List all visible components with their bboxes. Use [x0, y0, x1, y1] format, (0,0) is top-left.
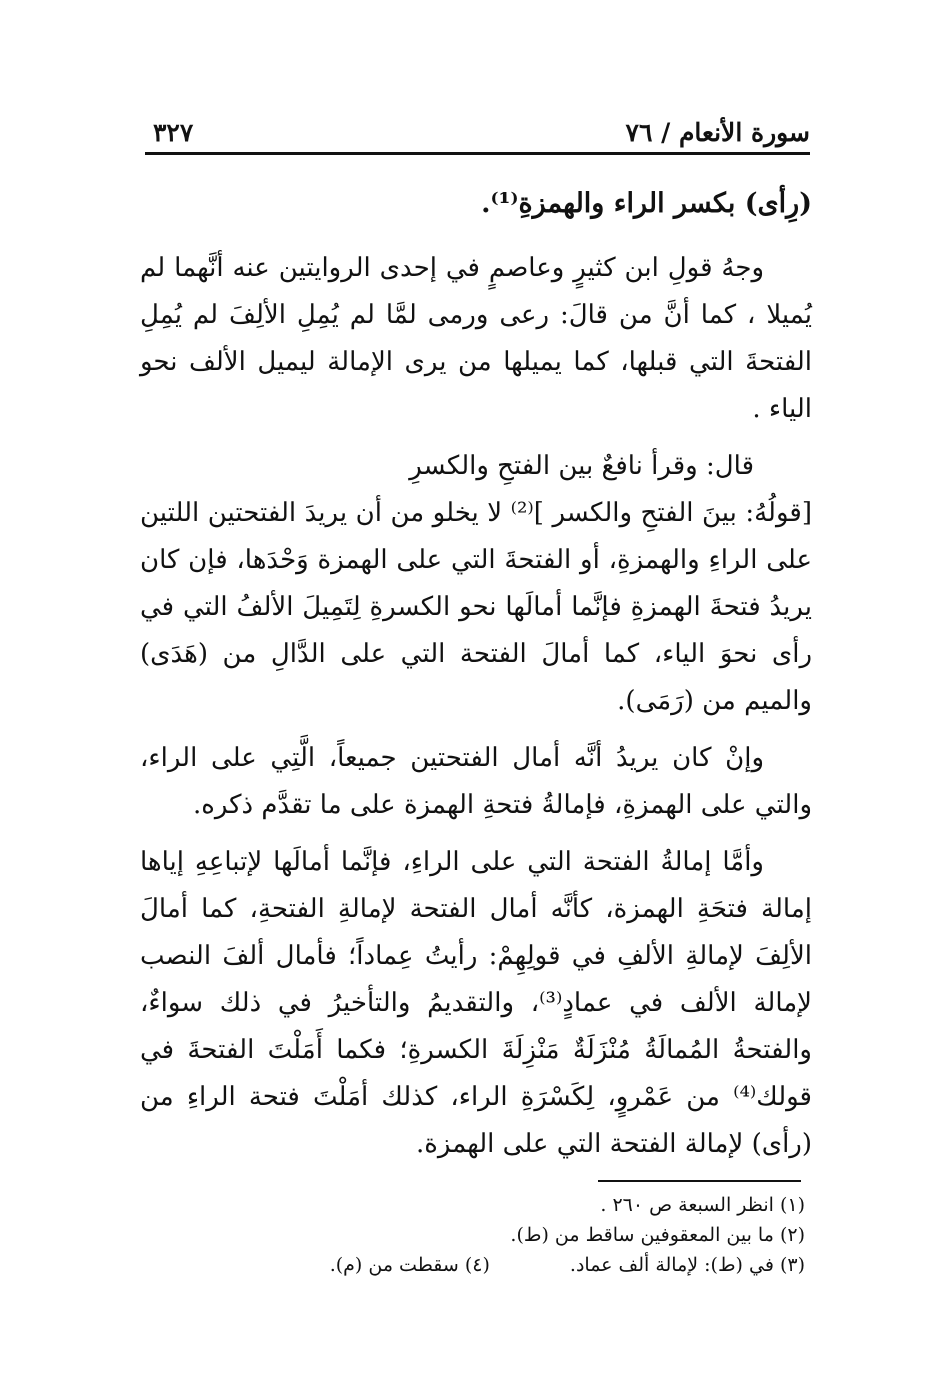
- footnote-line-3: [200, 1250, 805, 1280]
- footnote-rule: [598, 1180, 801, 1182]
- running-title: سورة الأنعام / ٧٦: [625, 118, 810, 147]
- page-number: ٣٢٧: [153, 118, 194, 147]
- main-text: [140, 180, 812, 1178]
- footnote-1: (١) انظر السبعة ص ٢٦٠ .: [600, 1194, 805, 1216]
- section-heading: (رِأى) بكسر الراء والهمزةِ⁽¹⁾.: [481, 188, 812, 219]
- paragraph-3: [140, 735, 812, 829]
- paragraph-3-text: وإنْ كان يريدُ أنَّه أمال الفتحتين جميعاً، الَّتِي على الراء، والتي على الهمزةِ، فإمالةُ فتحةِ الهمزة على ما تقدَّم ذكره.: [140, 743, 812, 820]
- paragraph-1: [140, 245, 812, 433]
- paragraph-1-text: وجهُ قولِ ابن كثيرٍ وعاصمٍ في إحدى الروايتين عنه أنَّهما لم يُميلا ، كما أنَّ من قالَ: رعى ورمى لمَّا لم يُمِلِ الألِفَ لم يُمِلِ الفتحةَ التي قبلها، كما يميلها من يرى الإمالة ليميل الألف نحو الياء .: [140, 253, 813, 424]
- page-header: [145, 112, 810, 156]
- footnote-2: (٢) ما بين المعقوفين ساقط من (ط).: [510, 1224, 805, 1246]
- paragraph-4: [140, 839, 812, 1168]
- paragraph-4-text: وأمَّا إمالةُ الفتحة التي على الراءِ، فإنَّما أمالَها لإتباعِهِ إياها إمالة فتحَةِ الهمزة، كأنَّه أمال الفتحة لإمالةِ الفتحةِ، كما أمالَ الألِفَ لإمالةِ الألفِ في قولِهِمْ: رأيتُ عِماداً؛ فأمال ألفَ النصب لإمالة الألف في عمادٍ⁽³⁾، والتقديمُ والتأخيرُ في ذلك سواءٌ، والفتحةُ المُمالَةُ مُنْزَلَةٌ مَنْزِلَةَ الكسرةِ؛ فكما أَمَلْتَ الفتحةَ في قولك⁽⁴⁾ من عَمْروٍ، لِكَسْرَةِ الراء، كذلك أمَلْتَ فتحة الراءِ من (رأى) لإمالة الفتحة التي على الهمزة.: [140, 847, 813, 1159]
- footnote-4: (٤) سقطت من (م).: [329, 1254, 490, 1276]
- footnotes: [200, 1190, 805, 1280]
- header-rule: [145, 152, 810, 155]
- footnote-3: (٣) في (ط): لإمالة ألف عماد.: [569, 1254, 805, 1276]
- paragraph-2: [قولُهُ: بينَ الفتحِ والكسر ]⁽²⁾ لا يخلو من أن يريدَ الفتحتين اللتين على الراءِ والهمزةِ، أو الفتحةَ التي على الهمزة وَحْدَها، فإن كان يريدُ فتحةَ الهمزةِ فإنَّما أمالَها نحو الكسرةِ لِتَمِيلَ الألفُ التي في رأى نحوَ الياء، كما أمالَ الفتحة التي على الدَّالِ من (هَدَى) والميم من (رَمَى).: [140, 498, 812, 716]
- quoted-line: قال: وقرأ نافعٌ بين الفتحِ والكسرِ: [409, 451, 754, 481]
